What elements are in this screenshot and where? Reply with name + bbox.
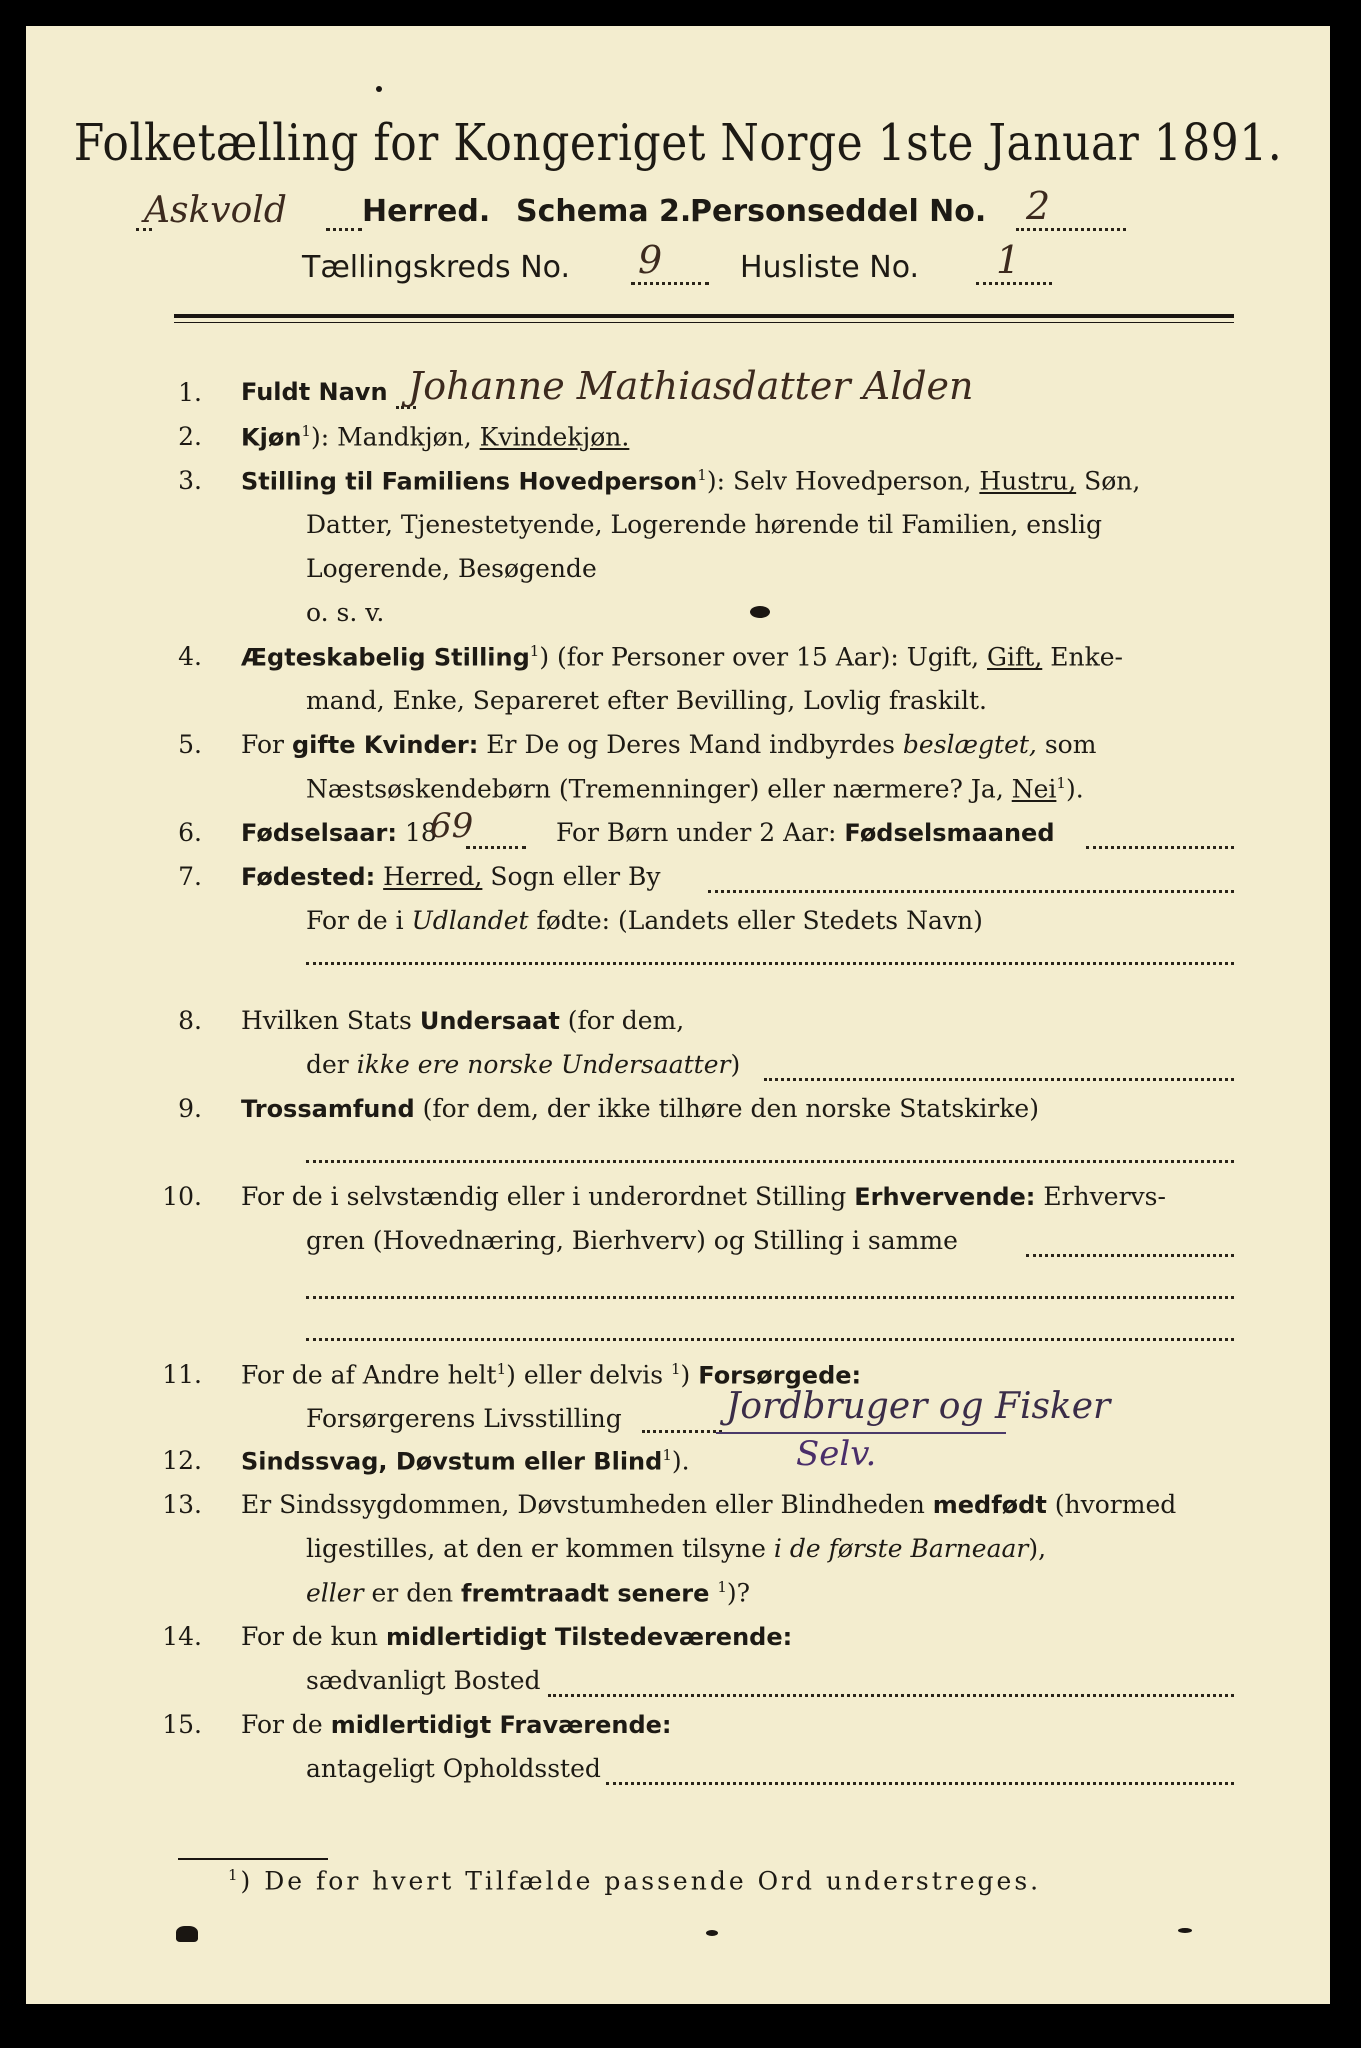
q15-label: midlertidigt Fraværende: xyxy=(330,1711,672,1739)
q8-text-b: (for dem, xyxy=(567,1006,685,1035)
q9-line1 xyxy=(241,1094,1039,1123)
census-form-page xyxy=(26,26,1330,2004)
q3-opt-hustru: Hustru, xyxy=(979,466,1077,496)
q13-number: 13. xyxy=(162,1490,202,1519)
q2-number: 2. xyxy=(178,422,202,451)
footnote xyxy=(228,1866,1041,1895)
q13-line3-b: )? xyxy=(726,1578,751,1608)
q14-line2: sædvanligt Bosted xyxy=(306,1666,541,1695)
personseddel-dots xyxy=(1016,228,1126,231)
q11-label: Forsørgede: xyxy=(698,1361,862,1390)
q6-text-a: For Børn under 2 Aar: xyxy=(556,818,837,847)
form-title: Folketælling for Kongeriget Norge 1ste Januar 1891. xyxy=(73,114,1283,173)
herred-label: Herred. xyxy=(362,194,491,229)
q15-number: 15. xyxy=(162,1710,202,1739)
personseddel-label: Personseddel No. xyxy=(690,194,987,229)
q7-number: 7. xyxy=(178,862,202,891)
q3-line1 xyxy=(241,466,1140,495)
q9-number: 9. xyxy=(178,1094,202,1123)
q8-dots xyxy=(764,1078,1234,1081)
q7-label: Fødested: xyxy=(241,863,376,891)
q15-line1 xyxy=(241,1710,672,1739)
q13-sup: 1 xyxy=(717,1578,727,1596)
q2-opt-kvindekjon: Kvindekjøn. xyxy=(479,422,630,452)
q12-text-a: ). xyxy=(671,1446,690,1476)
q5-opt-nei: Nei xyxy=(1011,774,1057,804)
q2-label: Kjøn xyxy=(241,423,302,452)
q14-dots xyxy=(548,1694,1234,1697)
q9-label: Trossamfund xyxy=(241,1095,415,1123)
q3-number: 3. xyxy=(178,466,202,495)
kreds-label: Tællingskreds No. xyxy=(302,250,570,285)
q10-line1 xyxy=(241,1182,1166,1211)
footnote-rule xyxy=(178,1858,328,1860)
q12-line1 xyxy=(241,1446,690,1475)
q8-line2-a: der xyxy=(306,1050,349,1079)
q1-number: 1. xyxy=(178,378,202,407)
q4-text-a: ) (for Personer over 15 Aar): Ugift, xyxy=(539,642,980,672)
q8-number: 8. xyxy=(178,1006,202,1035)
kreds-dots xyxy=(631,282,709,285)
q4-line1 xyxy=(241,642,1123,671)
q9-text-a: (for dem, der ikke tilhøre den norske Statskirke) xyxy=(422,1094,1039,1123)
q10-dots-3 xyxy=(306,1338,1234,1341)
q4-number: 4. xyxy=(178,642,202,671)
q5-line2-b: ). xyxy=(1065,774,1084,804)
q15-text-a: For de xyxy=(241,1710,323,1739)
q8-text-a: Hvilken Stats xyxy=(241,1006,412,1035)
q11-dots xyxy=(642,1430,722,1433)
q4-opt-gift: Gift, xyxy=(987,642,1043,672)
q3-text-b: Søn, xyxy=(1084,466,1141,496)
header-rule-thin xyxy=(174,322,1234,323)
q11-line1 xyxy=(241,1360,861,1389)
header-rule-thick xyxy=(174,314,1234,318)
q11-value: Jordbruger og Fisker xyxy=(726,1386,1111,1427)
ink-mark-left xyxy=(176,1926,198,1942)
q5-label: gifte Kvinder: xyxy=(291,731,479,759)
q7-dots-2 xyxy=(306,962,1234,965)
q11-text-a: For de af Andre helt xyxy=(241,1360,497,1390)
husliste-label: Husliste No. xyxy=(740,250,920,285)
q5-text-a: For xyxy=(241,730,284,759)
ink-speck-top xyxy=(376,86,382,92)
q7-line1 xyxy=(241,862,661,891)
q4-text-b: Enke- xyxy=(1050,642,1123,672)
q4-sup: 1 xyxy=(529,642,540,660)
schema-label: Schema 2. xyxy=(516,194,692,229)
q14-label: midlertidigt Tilstedeværende: xyxy=(385,1623,793,1651)
q6-label: Fødselsaar: xyxy=(241,819,397,847)
q2-text-a: ): xyxy=(310,422,338,452)
q2-line xyxy=(241,422,629,451)
q11-text-b: ) eller delvis xyxy=(506,1360,664,1390)
q12-label: Sindssvag, Døvstum eller Blind xyxy=(241,1447,663,1476)
q10-line2: gren (Hovednæring, Bierhverv) og Stilling i samme xyxy=(306,1226,958,1255)
q10-number: 10. xyxy=(162,1182,202,1211)
q7-line2-a: For de i xyxy=(306,906,404,935)
q11-line2: Forsørgerens Livsstilling xyxy=(306,1404,622,1433)
q8-line2 xyxy=(306,1050,740,1079)
q8-label: Undersaat xyxy=(419,1007,560,1035)
q4-line2: mand, Enke, Separeret efter Bevilling, Lovlig fraskilt. xyxy=(306,686,987,715)
q7-line2-b: fødte: (Landets eller Stedets Navn) xyxy=(536,906,983,935)
q7-line2 xyxy=(306,906,983,935)
q1-label: Fuldt Navn xyxy=(241,378,388,406)
q13-line1 xyxy=(241,1490,1176,1519)
q7-line2-italic: Udlandet xyxy=(411,906,529,935)
husliste-value: 1 xyxy=(996,238,1021,282)
q5-text-b: Er De og Deres Mand indbyrdes xyxy=(486,730,895,759)
q5-number: 5. xyxy=(178,730,202,759)
ink-blot xyxy=(750,606,770,618)
q10-dots-2 xyxy=(306,1296,1234,1299)
ink-mark-center xyxy=(706,1930,718,1936)
q7-text-a: Sogn eller By xyxy=(490,862,661,891)
q15-line2: antageligt Opholdssted xyxy=(306,1754,601,1783)
q4-label: Ægteskabelig Stilling xyxy=(241,643,530,672)
q12-value: Selv. xyxy=(796,1434,877,1474)
herred-value: Askvold xyxy=(144,190,287,231)
q5-line2-a: Næstsøskendebørn (Tremenninger) eller nærmere? Ja, xyxy=(306,774,1004,804)
q6-year-value: 69 xyxy=(430,806,474,846)
q3-line3: Logerende, Besøgende xyxy=(306,554,597,583)
q5-sup: 1 xyxy=(1056,774,1066,792)
q13-line2-italic: i de første Barneaar xyxy=(773,1534,1029,1563)
q9-dots xyxy=(306,1160,1234,1163)
q5-text-c: som xyxy=(1044,730,1097,759)
q13-line2-a: ligestilles, at den er kommen tilsyne xyxy=(306,1534,766,1563)
q5-italic: beslægtet, xyxy=(902,730,1037,759)
q5-line1 xyxy=(241,730,1096,759)
q6-dots xyxy=(466,846,526,849)
q3-text-a: ): Selv Hovedperson, xyxy=(706,466,972,496)
q13-text-a: Er Sindssygdommen, Døvstumheden eller Blindheden xyxy=(241,1490,925,1519)
q1-name-value: Johanne Mathiasdatter Alden xyxy=(408,364,974,408)
herred-dots-left xyxy=(136,228,152,231)
q3-label: Stilling til Familiens Hovedperson xyxy=(241,467,698,496)
q14-line1 xyxy=(241,1622,792,1651)
q6-number: 6. xyxy=(178,818,202,847)
q10-label: Erhvervende: xyxy=(854,1183,1036,1211)
q2-sup: 1 xyxy=(301,422,311,440)
q14-number: 14. xyxy=(162,1622,202,1651)
q5-line2 xyxy=(306,774,1084,803)
q8-line1 xyxy=(241,1006,684,1035)
q10-text-b: Erhvervs- xyxy=(1043,1182,1166,1211)
q6-line-b xyxy=(556,818,1055,847)
q13-line2-b: ), xyxy=(1028,1534,1047,1563)
q3-sup: 1 xyxy=(697,466,707,484)
q8-line2-italic: ikke ere norske Undersaatter xyxy=(356,1050,731,1079)
q11-text-c: ) xyxy=(680,1360,691,1390)
q6-line xyxy=(241,818,437,847)
q13-line2 xyxy=(306,1534,1046,1563)
q7-opt-herred: Herred, xyxy=(383,862,483,891)
q3-line4: o. s. v. xyxy=(306,598,385,627)
q3-line2: Datter, Tjenestetyende, Logerende hørende til Familien, enslig xyxy=(306,510,1103,539)
q11-sup-a: 1 xyxy=(496,1360,507,1378)
q12-sup: 1 xyxy=(662,1446,672,1464)
q13-label: medfødt xyxy=(932,1491,1047,1519)
q7-dots xyxy=(708,890,1234,893)
q12-number: 12. xyxy=(162,1446,202,1475)
q6-label2: Fødselsmaaned xyxy=(844,819,1055,847)
q14-text-a: For de kun xyxy=(241,1622,379,1651)
q13-line3-a: er den xyxy=(371,1578,454,1608)
q11-sup-b: 1 xyxy=(671,1360,681,1378)
personseddel-value: 2 xyxy=(1026,184,1051,228)
q11-number: 11. xyxy=(162,1360,202,1389)
q6-dots-end xyxy=(1086,846,1234,849)
q13-line3-label: fremtraadt senere xyxy=(461,1579,710,1608)
q6-prefix: 18 xyxy=(404,818,437,847)
ink-mark-right xyxy=(1178,1928,1192,1933)
husliste-dots xyxy=(976,282,1052,285)
q13-text-b: (hvormed xyxy=(1054,1490,1177,1519)
q13-line3-italic: eller xyxy=(306,1578,364,1608)
q10-text-a: For de i selvstændig eller i underordnet Stilling xyxy=(241,1182,847,1211)
q15-dots xyxy=(606,1782,1234,1785)
kreds-value: 9 xyxy=(638,238,663,282)
q10-dots xyxy=(1026,1254,1234,1257)
herred-dots xyxy=(326,228,362,231)
q13-line3 xyxy=(306,1578,750,1607)
footnote-sup: 1 xyxy=(228,1866,241,1884)
q2-opt-mandkjon: Mandkjøn, xyxy=(337,422,472,452)
q8-line2-b: ) xyxy=(730,1050,741,1079)
footnote-text: ) De for hvert Tilfælde passende Ord understreges. xyxy=(240,1866,1042,1896)
